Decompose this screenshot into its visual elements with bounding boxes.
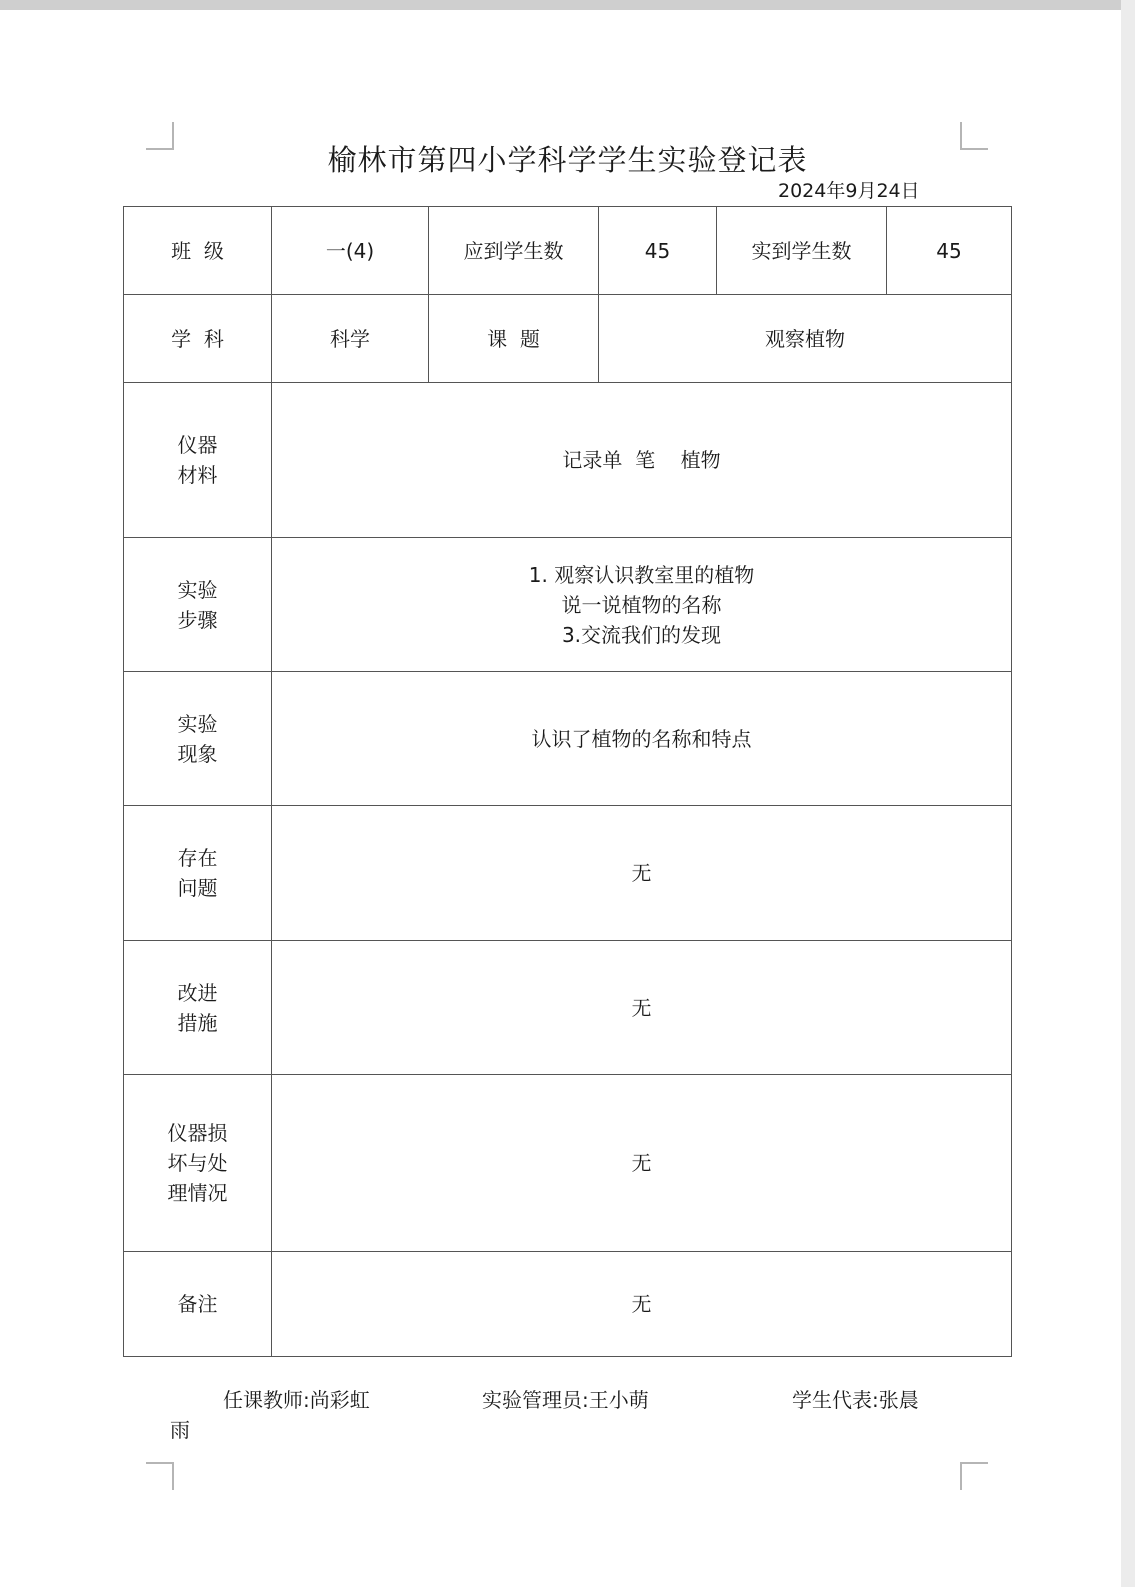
topic-value: 观察植物 [599,295,1012,383]
actual-students-value: 45 [887,207,1012,295]
steps-value [272,538,1012,672]
teacher-signature: 任课教师:尚彩虹 [223,1388,370,1412]
table-row [124,806,1012,941]
table-row [124,538,1012,672]
step-line: 3.交流我们的发现 [561,622,722,647]
table-row [124,383,1012,538]
record-date: 2024年9月24日 [778,180,920,202]
page-title: 榆林市第四小学科学学生实验登记表 [327,143,808,177]
student-rep-signature-wrap: 雨 [170,1418,190,1442]
problems-value: 无 [272,806,1012,941]
table-row [124,295,1012,383]
class-value: 一(4) [272,207,429,295]
step-line: 1. 观察认识教室里的植物 [528,562,755,587]
improvements-label: 改进 措施 [124,941,272,1075]
phenomenon-label: 实验 现象 [124,672,272,806]
phenomenon-value: 认识了植物的名称和特点 [272,672,1012,806]
steps-label: 实验 步骤 [124,538,272,672]
actual-students-label: 实到学生数 [717,207,887,295]
registration-table [123,206,1012,1357]
corner-mark-bottom-right [960,1462,988,1490]
table-row [124,941,1012,1075]
remarks-label: 备注 [124,1252,272,1357]
expected-students-label: 应到学生数 [429,207,599,295]
expected-students-value: 45 [599,207,717,295]
damage-value: 无 [272,1075,1012,1252]
table-row [124,207,1012,295]
table-row [124,672,1012,806]
table-row [124,1075,1012,1252]
remarks-value: 无 [272,1252,1012,1357]
instruments-value: 记录单 笔 植物 [272,383,1012,538]
problems-label: 存在 问题 [124,806,272,941]
damage-label: 仪器损 坏与处 理情况 [124,1075,272,1252]
instruments-label: 仪器 材料 [124,383,272,538]
topic-label: 课 题 [429,295,599,383]
subject-value: 科学 [272,295,429,383]
improvements-value: 无 [272,941,1012,1075]
class-label: 班 级 [124,207,272,295]
page-edge [1121,0,1135,1587]
lab-admin-signature: 实验管理员:王小萌 [482,1388,649,1412]
step-line: 说一说植物的名称 [561,592,722,617]
student-rep-signature: 学生代表:张晨 [792,1388,919,1412]
table-row [124,1252,1012,1357]
subject-label: 学 科 [124,295,272,383]
corner-mark-bottom-left [146,1462,174,1490]
top-bar [0,0,1135,10]
